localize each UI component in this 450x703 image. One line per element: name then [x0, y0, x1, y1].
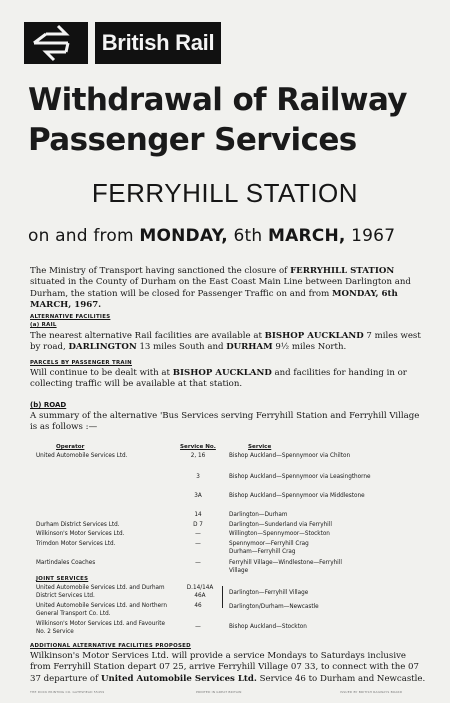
col-operator: Operator — [56, 444, 85, 450]
row-6-operator: Wilkinson's Motor Services Ltd. — [36, 531, 125, 537]
joint-row-3-operator: Wilkinson's Motor Services Ltd. and Favourite No. 2 Service — [36, 621, 166, 635]
row-7-operator: Trimdon Motor Services Ltd. — [36, 541, 116, 547]
rail-text-1: The nearest alternative Rail facilities are available at — [30, 331, 265, 341]
road-intro: A summary of the alternative 'Bus Services serving Ferryhill Station and Ferryhill Village is as follows :— — [30, 411, 420, 433]
row-3-service: Bishop Auckland—Spennymoor via Middlestone — [229, 493, 365, 499]
row-5-operator: Durham District Services Ltd. — [36, 522, 120, 528]
joint-row-1-no: D.14/14A 46A — [186, 585, 214, 599]
proposed-bold-1: United Automobile Services Ltd. — [101, 673, 257, 684]
intro-text-2: situated in the County of Durham on the East Coast Main Line between Darlington and Durham, the station will be closed for Passenger Traffic on and from — [30, 277, 411, 299]
parcels-text-2: and facilities for handing in or collecting traffic will be available at that station. — [30, 368, 407, 390]
parcels-bold-1: BISHOP AUCKLAND — [172, 368, 272, 378]
rail-bold-3: DURHAM — [226, 342, 273, 353]
british-rail-logo — [24, 22, 88, 64]
col-service-no: Service No. — [180, 444, 216, 450]
rail-text-3: 13 miles South and — [136, 342, 227, 353]
row-9-no: — — [195, 560, 201, 566]
col-service: Service — [248, 444, 272, 450]
joint-row-2-operator: United Automobile Services Ltd. and Northern General Transport Co. Ltd. — [36, 603, 167, 617]
rail-text-2: 7 miles west by road, — [30, 331, 421, 353]
alt-facilities-heading: ALTERNATIVE FACILITIES — [30, 314, 111, 320]
row-6-no: — — [195, 531, 201, 537]
proposed-text-1: Wilkinson's Motor Services Ltd. will provide a service Mondays to Saturdays inclusive from Ferryhill Station depart 07 25, arrive Ferryhill Village 07 33, to connect with the 07 37 departure of — [30, 651, 419, 684]
joint-row-1-divider — [222, 586, 223, 608]
row-5-service: Darlington—Sunderland via Ferryhill — [229, 522, 332, 528]
joint-row-1-operator: United Automobile Services Ltd. and Durham District Services Ltd. — [36, 585, 165, 599]
row-1-no: 2, 16 — [190, 453, 206, 459]
joint-row-3-service: Bishop Auckland—Stockton — [229, 624, 307, 630]
row-6-service: Willington—Spennymoor—Stockton — [229, 531, 330, 537]
title-line-2: Passenger Services — [28, 122, 357, 158]
parcels-paragraph — [30, 368, 426, 391]
row-9-operator: Martindales Coaches — [36, 560, 96, 566]
station-name: FERRYHILL STATION — [91, 178, 359, 208]
joint-row-2-service: Darlington/Durham—Newcastle — [229, 604, 319, 610]
parcels-text-1: Will continue to be dealt with at — [30, 368, 173, 378]
date-prefix: on and from — [28, 226, 140, 246]
page-title — [28, 80, 438, 160]
row-1-operator: United Automobile Services Ltd. — [36, 453, 128, 459]
rail-heading: (a) RAIL — [30, 322, 57, 328]
parcels-heading: PARCELS BY PASSENGER TRAIN — [30, 360, 132, 366]
row-9-service: Ferryhill Village—Windlestone—Ferryhill Village — [229, 560, 342, 574]
footer-printed-in: PRINTED IN GREAT BRITAIN — [196, 690, 242, 694]
row-7-service: Spennymoor—Ferryhill Crag — [229, 541, 309, 547]
proposed-paragraph — [30, 651, 426, 685]
row-1-service: Bishop Auckland—Spennymoor via Chilton — [229, 453, 351, 459]
row-3-no: 3A — [194, 493, 202, 499]
joint-row-2-no: 46 — [194, 603, 202, 609]
brand-name: British Rail — [95, 22, 221, 64]
date-mid: 6th — [227, 226, 269, 246]
row-2-no: 3 — [196, 474, 200, 480]
proposed-heading: ADDITIONAL ALTERNATIVE FACILITIES PROPOSED — [30, 643, 191, 649]
date-day: MONDAY, — [139, 226, 228, 246]
intro-bold-date: MONDAY, 6th MARCH, 1967. — [30, 288, 398, 310]
row-5-no: D 7 — [193, 522, 203, 528]
row-2-service: Bishop Auckland—Spennymoor via Leasingthorne — [229, 474, 371, 480]
row-7-no: — — [195, 541, 201, 547]
row-4-no: 14 — [194, 512, 202, 518]
intro-bold-station: FERRYHILL STATION — [290, 266, 395, 276]
intro-text-1: The Ministry of Transport having sanctioned the closure of — [30, 266, 291, 276]
intro-paragraph — [30, 266, 426, 311]
joint-row-1-service: Darlington—Ferryhill Village — [229, 590, 309, 596]
road-heading: (b) ROAD — [30, 401, 67, 409]
row-8-service: Durham—Ferryhill Crag — [229, 549, 296, 555]
british-rail-double-arrow-icon — [24, 22, 88, 64]
joint-services-heading: JOINT SERVICES — [36, 576, 89, 582]
footer-issued-by: ISSUED BY BRITISH RAILWAYS BOARD — [340, 690, 403, 694]
title-line-1: Withdrawal of Railway — [28, 82, 407, 118]
row-4-service: Darlington—Durham — [229, 512, 288, 518]
proposed-text-2: Service 46 to Durham and Newcastle. — [256, 673, 426, 684]
joint-row-3-no: — — [195, 624, 201, 630]
date-month: MARCH, — [268, 226, 346, 246]
footer-printer: THE DOCK PRINTING CO. GATESHEAD 55459 — [30, 690, 105, 694]
effective-date — [28, 226, 395, 246]
rail-paragraph — [30, 331, 426, 354]
rail-text-4: 9½ miles North. — [272, 342, 347, 353]
date-year: 1967 — [345, 226, 396, 246]
rail-bold-2: DARLINGTON — [68, 342, 137, 353]
rail-bold-1: BISHOP AUCKLAND — [264, 331, 364, 341]
